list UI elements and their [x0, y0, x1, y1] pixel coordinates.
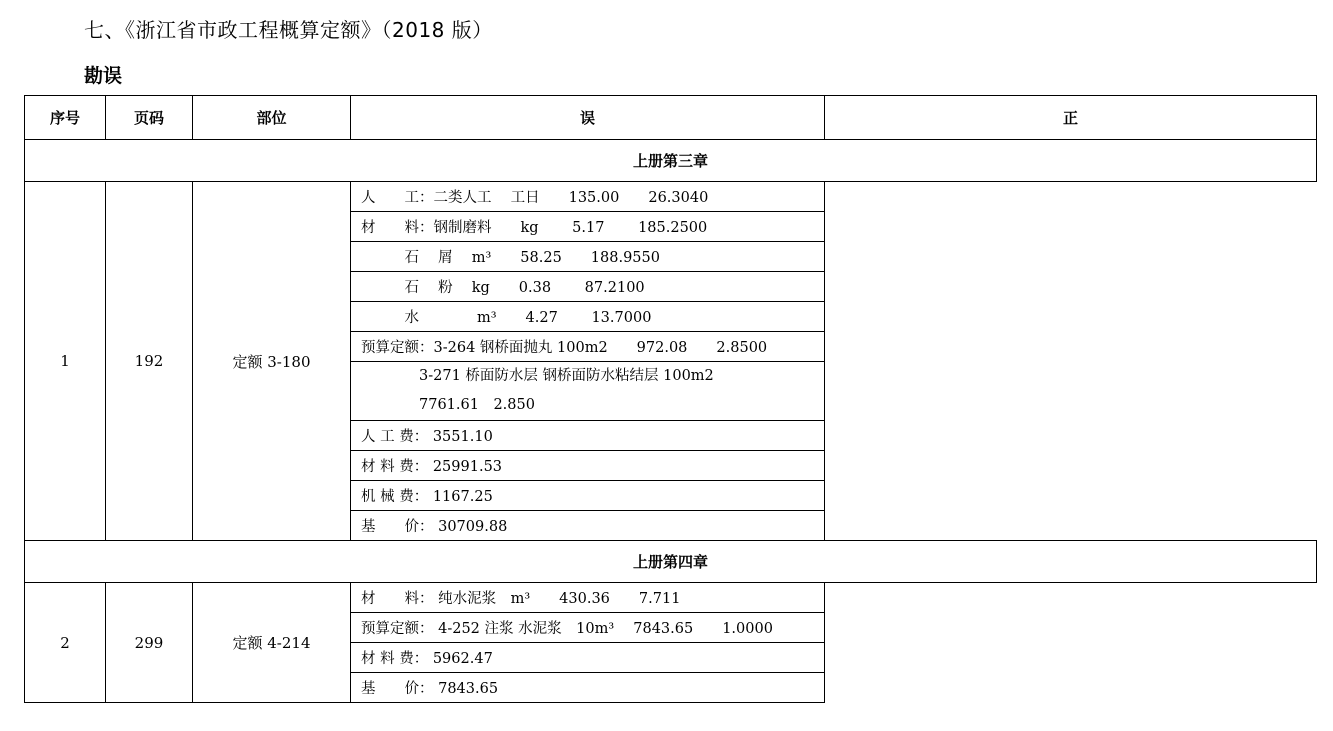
wrong-line: 预算定额：3-264 钢桥面抛丸 100m2 972.08 2.8500 — [351, 332, 825, 362]
cell-seq: 1 — [25, 182, 106, 541]
wrong-line: 石 屑 m³ 58.25 188.9550 — [351, 242, 825, 272]
header-page: 页码 — [106, 96, 193, 140]
wrong-line: 人 工：二类人工 工日 135.00 26.3040 — [351, 182, 825, 212]
chapter-row — [25, 140, 1317, 182]
wrong-line: 材 料 费： 5962.47 — [351, 643, 825, 673]
cell-page: 192 — [106, 182, 193, 541]
wrong-line: 机 械 费： 1167.25 — [351, 481, 825, 511]
cell-part: 定额 4-214 — [193, 583, 351, 703]
chapter-row — [25, 541, 1317, 583]
wrong-line: 3-271 桥面防水层 钢桥面防水粘结层 100m2 7761.61 2.850 — [351, 362, 825, 421]
wrong-line: 基 价： 30709.88 — [351, 511, 825, 541]
wrong-line: 材 料：钢制磨料 kg 5.17 185.2500 — [351, 212, 825, 242]
wrong-line: 人 工 费： 3551.10 — [351, 421, 825, 451]
wrong-line: 石 粉 kg 0.38 87.2100 — [351, 272, 825, 302]
wrong-line: 材 料： 纯水泥浆 m³ 430.36 7.711 — [351, 583, 825, 613]
cell-page: 299 — [106, 583, 193, 703]
header-seq: 序号 — [25, 96, 106, 140]
wrong-line: 基 价： 7843.65 — [351, 673, 825, 703]
table-row — [25, 583, 1317, 613]
header-part: 部位 — [193, 96, 351, 140]
wrong-line: 水 m³ 4.27 13.7000 — [351, 302, 825, 332]
header-right: 正 — [825, 96, 1317, 140]
cell-part: 定额 3-180 — [193, 182, 351, 541]
section-subtitle: 勘误 — [84, 65, 123, 87]
header-wrong: 误 — [351, 96, 825, 140]
cell-seq: 2 — [25, 583, 106, 703]
chapter-title: 上册第三章 — [25, 140, 1317, 182]
wrong-line: 预算定额： 4-252 注浆 水泥浆 10m³ 7843.65 1.0000 — [351, 613, 825, 643]
wrong-line: 材 料 费： 25991.53 — [351, 451, 825, 481]
table-row — [25, 182, 1317, 212]
header-row — [25, 96, 1317, 140]
chapter-title: 上册第四章 — [25, 541, 1317, 583]
errata-table — [24, 95, 1317, 703]
document-title: 七、《浙江省市政工程概算定额》（2018 版） — [84, 18, 493, 42]
